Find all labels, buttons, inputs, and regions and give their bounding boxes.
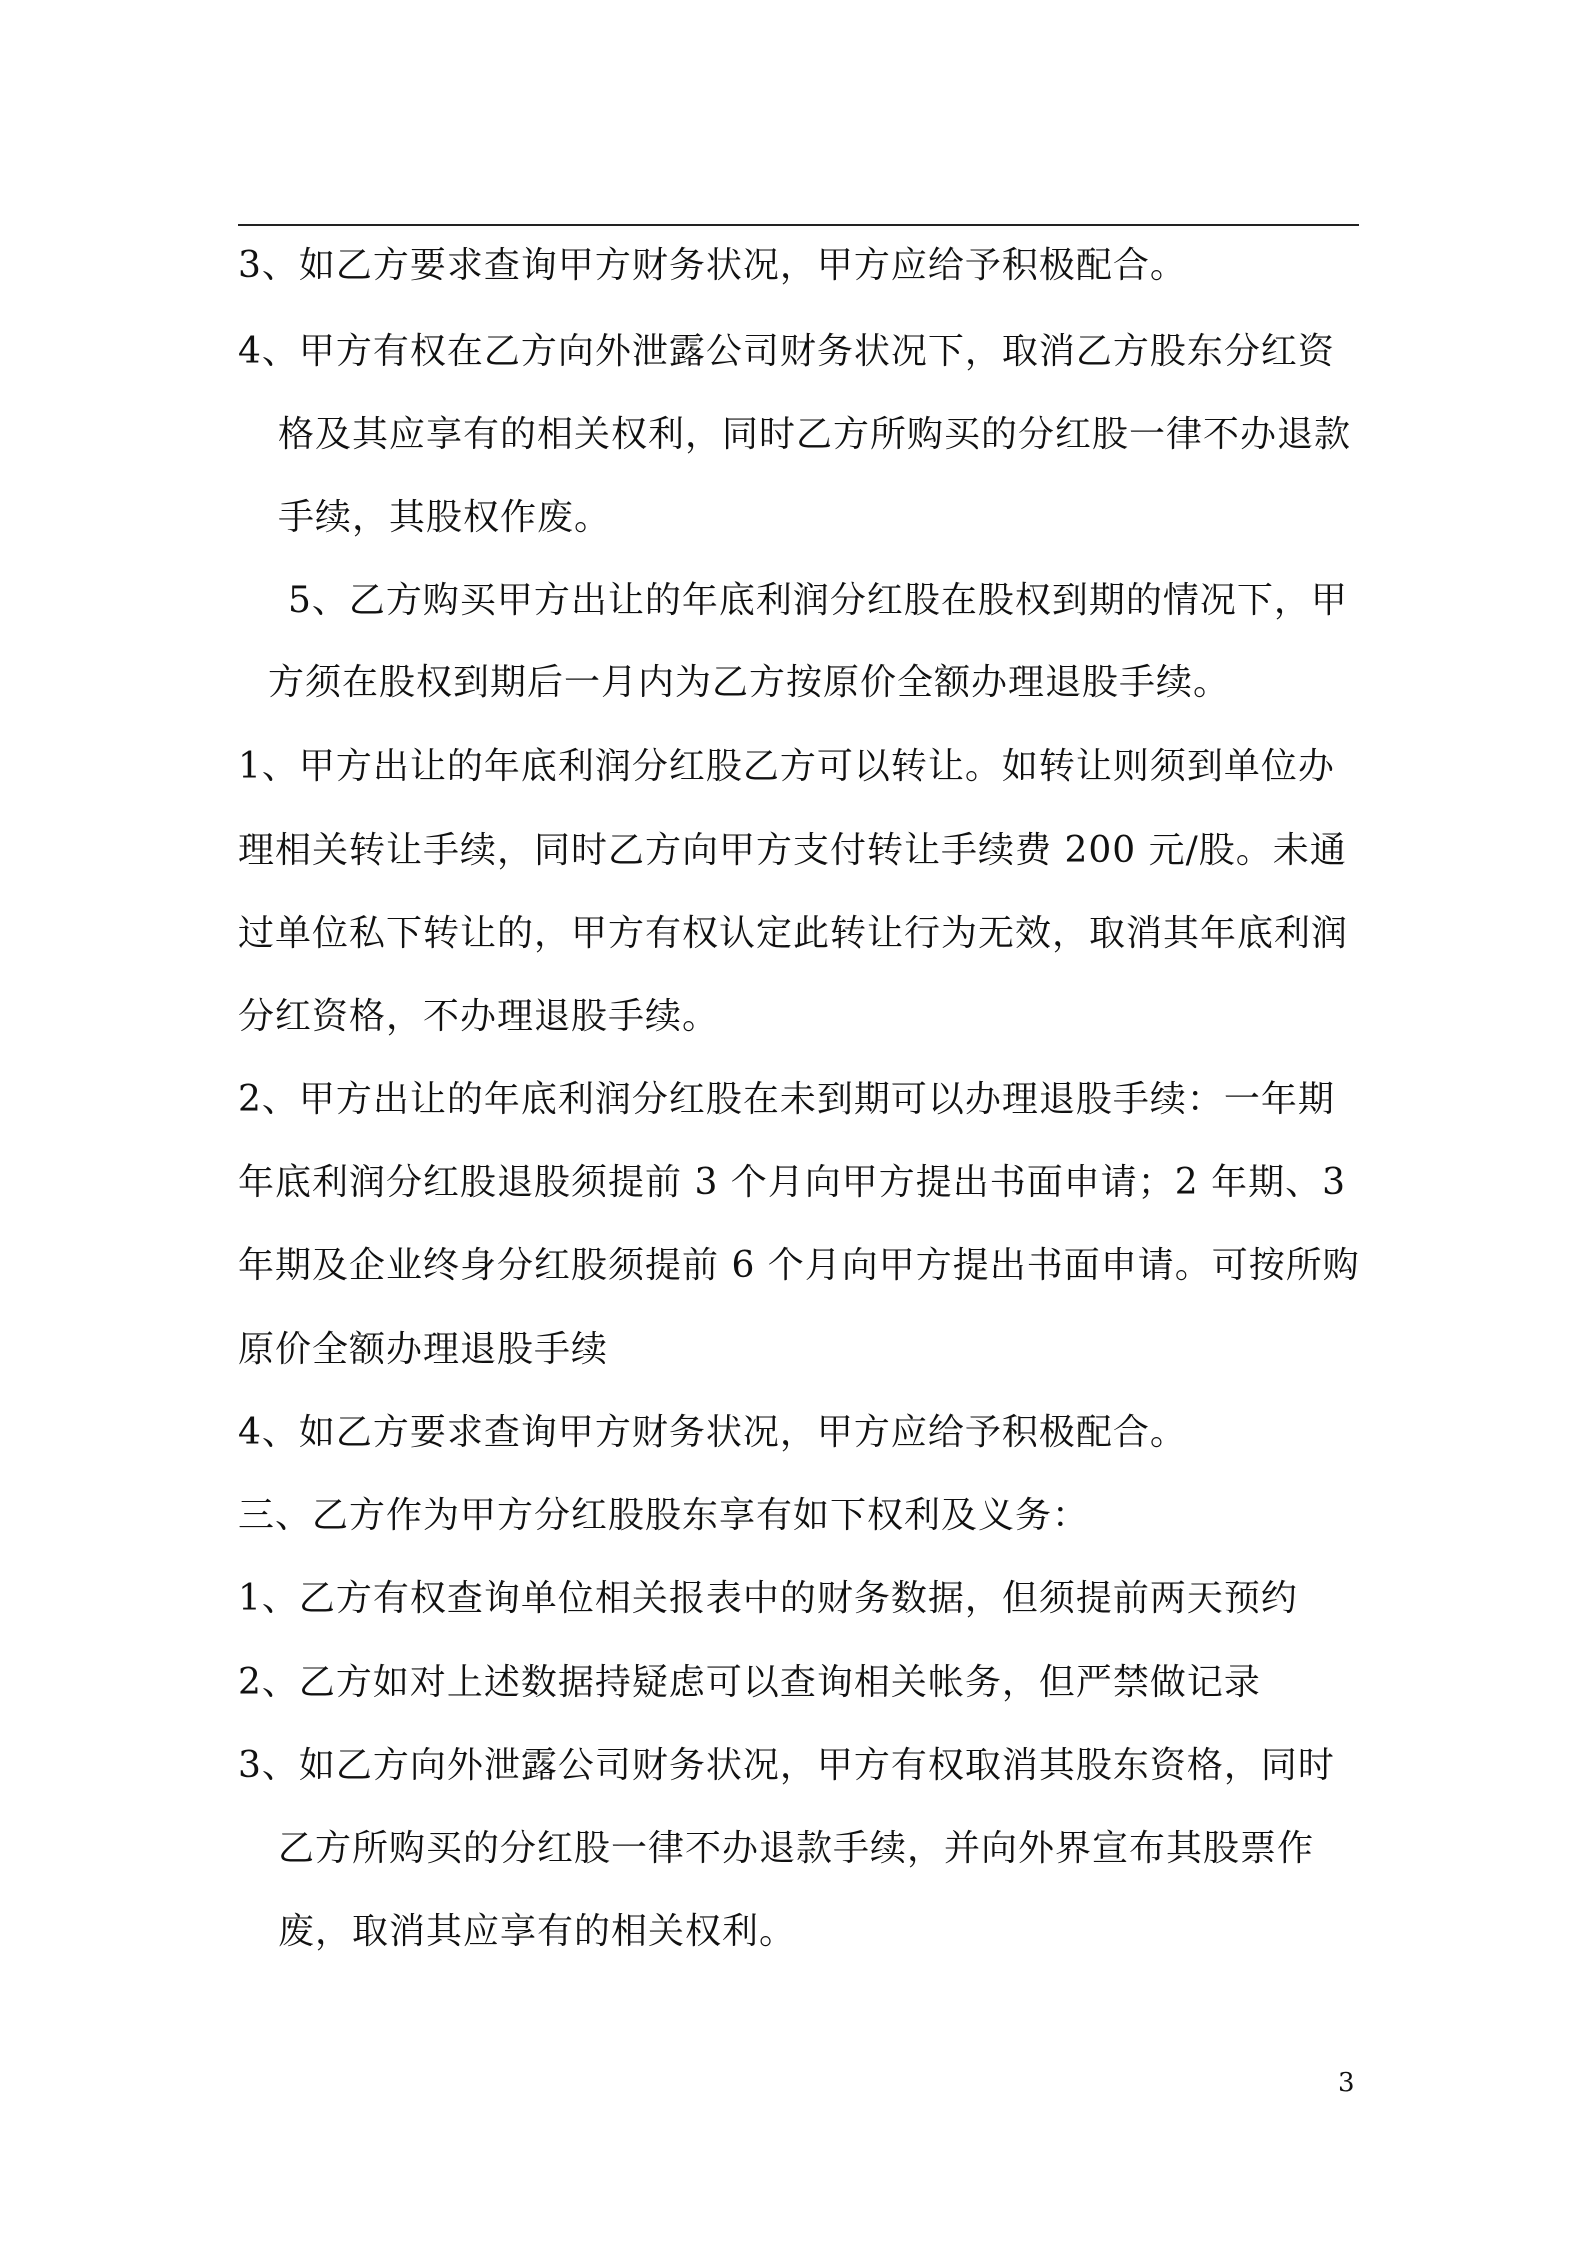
clause-4-line-2: 格及其应享有的相关权利，同时乙方所购买的分红股一律不办退款 bbox=[278, 414, 1352, 455]
finance-query-clause: 4、如乙方要求查询甲方财务状况，甲方应给予积极配合。 bbox=[238, 1412, 1187, 1453]
rights-clause-3-line-3: 废，取消其应享有的相关权利。 bbox=[278, 1911, 797, 1952]
header-rule bbox=[238, 224, 1359, 226]
transfer-clause-line-1: 1、甲方出让的年底利润分红股乙方可以转让。如转让则须到单位办 bbox=[238, 746, 1335, 787]
withdrawal-clause-line-2: 年底利润分红股退股须提前 3 个月向甲方提出书面申请；2 年期、3 bbox=[238, 1162, 1347, 1203]
clause-4-line-3: 手续，其股权作废。 bbox=[278, 497, 612, 538]
transfer-clause-line-2: 理相关转让手续，同时乙方向甲方支付转让手续费 200 元/股。未通 bbox=[238, 830, 1347, 871]
clause-4-line-1: 4、甲方有权在乙方向外泄露公司财务状况下，取消乙方股东分红资 bbox=[238, 331, 1335, 372]
rights-clause-3-line-1: 3、如乙方向外泄露公司财务状况，甲方有权取消其股东资格，同时 bbox=[238, 1745, 1335, 1786]
rights-clause-2: 2、乙方如对上述数据持疑虑可以查询相关帐务，但严禁做记录 bbox=[238, 1662, 1261, 1703]
rights-clause-3-line-2: 乙方所购买的分红股一律不办退款手续，并向外界宣布其股票作 bbox=[278, 1828, 1315, 1869]
rights-clause-1: 1、乙方有权查询单位相关报表中的财务数据，但须提前两天预约 bbox=[238, 1578, 1298, 1619]
withdrawal-clause-line-4: 原价全额办理退股手续 bbox=[238, 1329, 609, 1370]
clause-3-line-1: 3、如乙方要求查询甲方财务状况，甲方应给予积极配合。 bbox=[238, 245, 1187, 286]
withdrawal-clause-line-3: 年期及企业终身分红股须提前 6 个月向甲方提出书面申请。可按所购 bbox=[238, 1245, 1360, 1286]
clause-5-line-1: 5、乙方购买甲方出让的年底利润分红股在股权到期的情况下，甲 bbox=[288, 580, 1348, 621]
transfer-clause-line-3: 过单位私下转让的，甲方有权认定此转让行为无效，取消其年底利润 bbox=[238, 913, 1349, 954]
transfer-clause-line-4: 分红资格，不办理退股手续。 bbox=[238, 996, 720, 1037]
section-three-heading: 三、乙方作为甲方分红股股东享有如下权利及义务： bbox=[238, 1495, 1090, 1536]
page-number: 3 bbox=[1338, 2068, 1355, 2098]
clause-5-line-2: 方须在股权到期后一月内为乙方按原价全额办理退股手续。 bbox=[268, 662, 1231, 703]
withdrawal-clause-line-1: 2、甲方出让的年底利润分红股在未到期可以办理退股手续：一年期 bbox=[238, 1079, 1335, 1120]
